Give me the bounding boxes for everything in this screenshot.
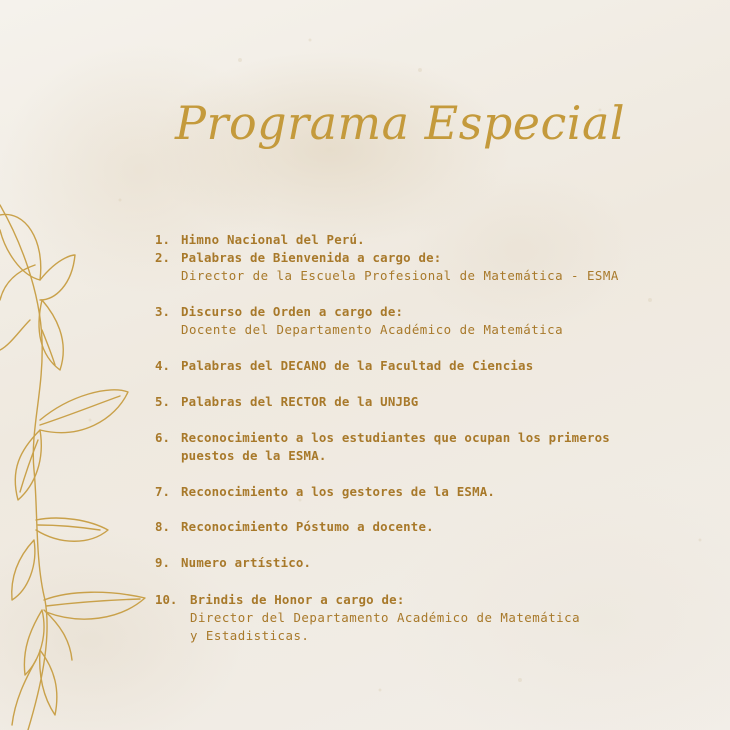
item-text: Discurso de Orden a cargo de: [181, 304, 404, 319]
item-number: 9. [155, 555, 170, 570]
item-number: 10. [155, 592, 178, 607]
item-subtext: Docente del Departamento Académico de Matemática [181, 322, 564, 337]
item-text: Reconocimiento Póstumo a docente. [181, 519, 434, 534]
item-text: Palabras de Bienvenida a cargo de: [181, 250, 442, 265]
item-text: Brindis de Honor a cargo de: [190, 592, 405, 607]
list-item [155, 393, 418, 411]
item-continuation: puestos de la ESMA. [181, 448, 327, 463]
item-number: 6. [155, 430, 170, 445]
item-text: Reconocimiento a los estudiantes que ocupan los primeros [181, 430, 610, 445]
item-number: 3. [155, 304, 170, 319]
list-item [155, 429, 610, 465]
item-number: 7. [155, 484, 170, 499]
page-title: Programa Especial [175, 96, 626, 150]
item-subtext: Director de la Escuela Profesional de Matemática - ESMA [181, 268, 619, 283]
item-subtext: y Estadisticas. [190, 628, 310, 643]
item-text: Palabras del RECTOR de la UNJBG [181, 394, 419, 409]
list-item [155, 357, 533, 375]
item-number: 5. [155, 394, 170, 409]
list-item [155, 591, 580, 645]
list-item [155, 303, 563, 339]
list-item [155, 231, 365, 249]
item-text: Numero artístico. [181, 555, 312, 570]
item-subtext: Director del Departamento Académico de Matemática [190, 610, 581, 625]
list-item [155, 554, 311, 572]
item-number: 4. [155, 358, 170, 373]
list-item [155, 483, 495, 501]
item-number: 1. [155, 232, 170, 247]
item-text: Palabras del DECANO de la Facultad de Ciencias [181, 358, 534, 373]
item-number: 2. [155, 250, 170, 265]
item-number: 8. [155, 519, 170, 534]
item-text: Himno Nacional del Perú. [181, 232, 365, 247]
list-item [155, 249, 619, 285]
item-text: Reconocimiento a los gestores de la ESMA. [181, 484, 496, 499]
list-item [155, 518, 434, 536]
